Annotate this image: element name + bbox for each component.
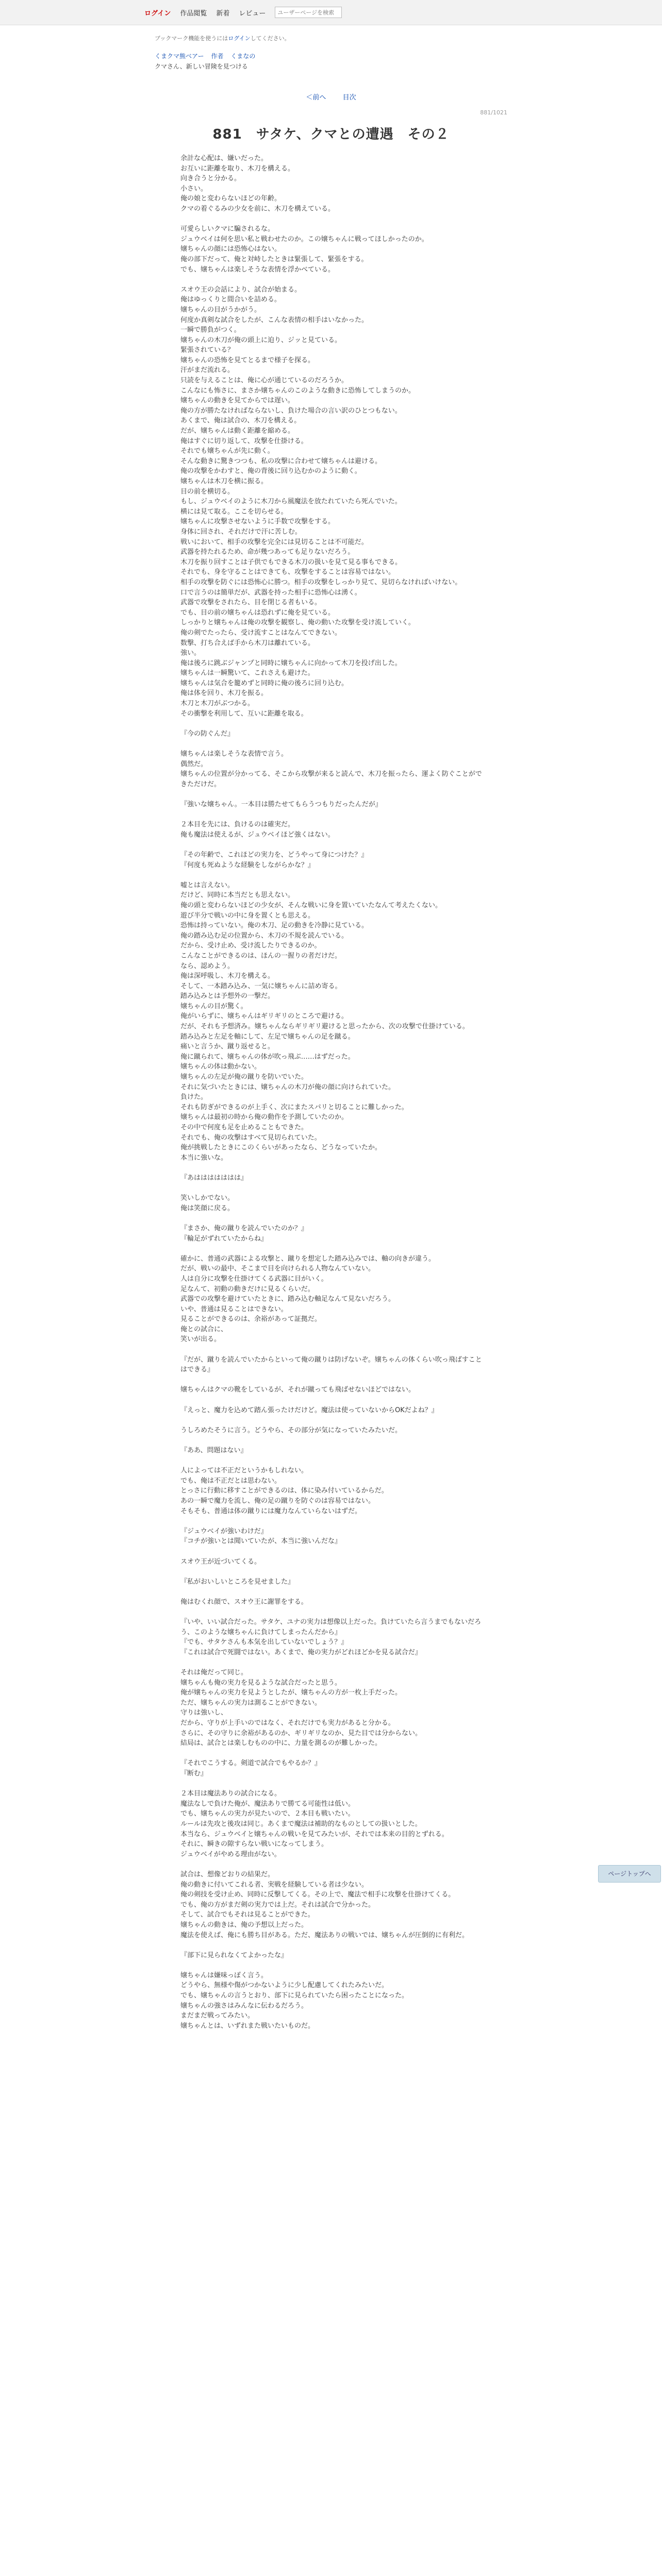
body-line: 俺はすぐに切り返して、攻撃を仕掛ける。 (180, 437, 308, 445)
breadcrumb-author-label: 作者 (211, 53, 224, 60)
top-bar (0, 0, 662, 25)
paragraph-gap (180, 1607, 485, 1618)
body-line: 俺が挑戦したときにこのくらいがあったなら、どうなっていたか。 (180, 1144, 382, 1152)
top-nav (144, 5, 342, 20)
body-line: 嬢ちゃんも俺の実力を見るような試合だったと思う。 (180, 1679, 342, 1687)
body-line: 緊張されている？ (180, 346, 235, 354)
body-line: ルールは先攻と後攻は同じ。あくまで魔法は補助的なものとしての扱いとした。 (180, 1820, 422, 1828)
body-line: 嬢ちゃんの位置が分かってる、そこから攻撃が来ると読んで、木刀を振ったら、運よく防ぐことができただけだ。 (180, 770, 482, 788)
body-line: 笑いしかでない。 (180, 1194, 235, 1202)
paragraph-gap (180, 275, 485, 285)
login-notice (155, 34, 290, 42)
paragraph-gap (180, 1779, 485, 1789)
body-line: 足なんて、初動の動きだけに見るくらいだ。 (180, 1285, 315, 1293)
paragraph-gap (180, 214, 485, 225)
series-line: クマさん、新しい冒険を見つける (155, 63, 248, 70)
body-line: 俺の攻撃をかわすと、俺の背後に回り込むかのように動く。 (180, 467, 361, 476)
body-line: 木刀を振り回すことは子供でもできる木刀の扱いを見て見る事もできる。 (180, 558, 402, 566)
body-line: だから、守りが上手いのではなく、それだけでも実力があると分かる。 (180, 1719, 395, 1727)
body-line: でも、嬢ちゃんの言うとおり、部下に見られていたら困ったことになった。 (180, 1992, 409, 2000)
body-line: 試合は、想像どおりの結果だ。 (180, 1870, 275, 1878)
body-line: 武器を持たれるため、命が幾つあっても足りないだろう。 (180, 548, 355, 556)
body-line: でも、俺は不正だとは思わない。 (180, 1477, 282, 1485)
paragraph-gap (180, 1587, 485, 1597)
body-line: 横には見て取る。ここを切らせる。 (180, 507, 288, 516)
body-line: 嬢ちゃんの左足が俺の蹴りを防いでいた。 (180, 1073, 308, 1081)
body-line: 嬢ちゃんの恐怖を見てとるまで様子を探る。 (180, 356, 315, 364)
body-line: その中で何度も足を止めることもできた。 (180, 1124, 308, 1131)
body-line: 嬢ちゃんは楽しそうな表情で言う。 (180, 750, 288, 758)
body-line: そして、一本踏み込み、一気に嬢ちゃんに詰め寄る。 (180, 982, 342, 990)
body-line: もし、ジュウベイのように木刀から風魔法を放たれていたら死んでいた。 (180, 498, 402, 506)
body-line: だが、それも予想済み。嬢ちゃんならギリギリ避けると思ったから、次の攻撃で仕掛けている。 (180, 1023, 469, 1031)
body-line: 『輪足がずれていたからね』 (180, 1234, 268, 1243)
paragraph-gap (180, 1940, 485, 1951)
body-line: それも防ぎができるのが上手く、次にまたスパリと切ることに難しかった。 (180, 1103, 408, 1111)
toc-link[interactable]: 目次 (342, 94, 356, 101)
body-line: 嬢ちゃんの顔には恐怖心はない。 (180, 245, 282, 253)
page-title: 881 サタケ、クマとの遭遇 その２ (212, 127, 450, 142)
body-line: 嬢ちゃんの木刀が俺の頭上に迫り、ジッと見ている。 (180, 336, 342, 344)
paragraph-gap (180, 1163, 485, 1173)
paragraph-gap (180, 1415, 485, 1426)
body-line: 守りは強いし、 (180, 1709, 228, 1717)
body-line: 踏み込みとは予想外の一撃だ。 (180, 992, 275, 1001)
body-line: こんなにも怖さに、まさか嬢ちゃんのこのような動きに恐怖してしまうのか。 (180, 386, 416, 395)
body-line: 強い。 (180, 649, 201, 657)
body-line: 魔法なしで負けた俺が、魔法ありで勝てる可能性は低い。 (180, 1800, 355, 1808)
body-line: 人によっては不正だというかもしれない。 (180, 1467, 308, 1475)
body-line: 遊び半分で戦いの中に身を置くとも思える。 (180, 911, 315, 920)
body-line: 嬢ちゃんの体は動かない。 (180, 1063, 261, 1071)
body-line: ジュウベイがやめる理由がない。 (180, 1850, 281, 1858)
body-line: 俺は深呼吸し、木刀を構える。 (180, 972, 275, 980)
body-line: ２本目を先には、負けるのは確実だ。 (180, 821, 295, 829)
body-line: ２本目は魔法ありの試合になる。 (180, 1790, 282, 1798)
body-line: 俺の動きに付いてこれる者、実戦を経験している者は少ない。 (180, 1880, 369, 1889)
body-line: 俺も魔法は使えるが、ジュウベイほど強くはない。 (180, 831, 335, 839)
body-line: あくまで、俺は試合の、木刀を構える。 (180, 417, 301, 425)
body-line: 『ああ、問題はない』 (180, 1447, 247, 1454)
body-line: どうやら、無様や傷がつかないように少し配慮してくれたみたいだ。 (180, 1981, 389, 1990)
paragraph-gap (180, 1657, 485, 1668)
body-line: 人は自分に攻撃を仕掛けてくる武器に目がいく。 (180, 1275, 328, 1283)
body-line: いや、普通は見ることはできない。 (180, 1305, 288, 1313)
body-line: 俺の部下だって、俺と対峙したときは緊張して、緊張をする。 (180, 255, 368, 263)
body-line: 『断む』 (180, 1770, 208, 1777)
body-line: 俺の娘と変わらないほどの年齢。 (180, 195, 282, 203)
body-line: 俺は後ろに跳ぶジャンプと同時に嬢ちゃんに向かって木刀を投げ出した。 (180, 659, 402, 667)
novel-body (180, 154, 485, 2031)
breadcrumb-author[interactable]: くまなの (230, 53, 256, 60)
body-line: 余計な心配は、嫌いだった。 (180, 155, 268, 162)
body-line: その衝撃を利用して、互いに距離を取る。 (180, 709, 308, 718)
body-line: 武器での攻撃を避けていたときに、踏み込む軸足なんて見ないだろう。 (180, 1295, 395, 1303)
notice-suffix: してください。 (250, 35, 290, 42)
body-line: 向き合うと分かる。 (180, 175, 241, 183)
body-line: 口で言うのは簡単だが、武器を持った相手に恐怖心は湧く。 (180, 588, 361, 597)
paragraph-gap (180, 1213, 485, 1224)
body-line: 嬢ちゃんに攻撃させないように手数で攻撃をする。 (180, 518, 335, 526)
paragraph-gap (180, 1516, 485, 1527)
body-line: 本当なら、ジュウベイと嬢ちゃんの戦いを見てみたいが、それでは本来の目的とずれる。 (180, 1830, 449, 1838)
body-line: 『でも、サタケさんも本気を出していないでしょう？』 (180, 1638, 348, 1647)
login-link[interactable]: ログイン (144, 9, 171, 18)
body-line: 可愛らしいクマに騙されるな。 (180, 225, 275, 233)
body-line: 『強いな嬢ちゃん。一本目は勝たせてもらうつもりだったんだが』 (180, 801, 382, 808)
body-line: 只読を与えることは、俺に心が通じているのだろうか。 (180, 377, 349, 385)
body-line: だが、戦いの最中、そこまで目を向けられる人物なんていない。 (180, 1265, 375, 1273)
breadcrumb (155, 52, 260, 60)
body-line: 『えっと、魔力を込めて踏ん張ったけだけど。魔法は使っていないからOKだよね？』 (180, 1406, 438, 1414)
body-line: 嬢ちゃんとは、いずれまた戦いたいものだ。 (180, 2022, 315, 2030)
body-line: 俺との試合に、 (180, 1325, 228, 1333)
body-line: あの一瞬で魔力を流し、俺の足の蹴りを防ぐのは容易ではない。 (180, 1497, 375, 1505)
body-line: 『今の防ぐんだ』 (180, 730, 235, 738)
body-line: 木刀と木刀がぶつかる。 (180, 700, 255, 708)
body-line: 嬢ちゃんは嫌味っぽく言う。 (180, 1971, 268, 1979)
body-line: 『だが、蹴りを読んでいたからといって俺の蹴りは防げないぞ。嬢ちゃんの体くらい吹っ飛ばすことはできる』 (180, 1355, 482, 1374)
body-line: でも、嬢ちゃんの実力が見たいので、２本目も戦いたい。 (180, 1810, 355, 1818)
paragraph-gap (180, 1567, 485, 1577)
body-line: 『まさか、俺の蹴りを読んでいたのか？』 (180, 1224, 308, 1232)
body-line: 恐怖は持っていない。俺の木刀、足の動きを冷静に見ている。 (180, 922, 369, 930)
body-line: それでも、身を守ることはできても、攻撃をすることは容易ではない。 (180, 568, 395, 577)
paragraph-gap (180, 1859, 485, 1870)
body-line: 笑いが出る。 (180, 1335, 221, 1344)
prev-link[interactable]: ＜前へ (306, 94, 326, 101)
body-line: 小さい。 (180, 184, 208, 193)
body-line: ジュウベイは何を思い私と戦わせたのか。この嬢ちゃんに戦ってほしかったのか。 (180, 235, 428, 243)
body-line: 俺はむくれ顔で、スオウ王に謝罪をする。 (180, 1598, 308, 1606)
body-line: 俺の頭と変わらないほどの少女が、そんな戦いに身を置いていたなんて考えたくない。 (180, 901, 442, 909)
page-top-button[interactable]: ページトップへ (598, 1865, 661, 1883)
body-line: 武器で攻撃をされたら、目を閉じる者もいる。 (180, 599, 322, 607)
body-line: 俺はゆっくりと間合いを詰める。 (180, 296, 281, 304)
body-line: それに、瞬きの隙すらない戦いになってしまう。 (180, 1840, 328, 1849)
paragraph-gap (180, 1749, 485, 1759)
body-line: 嬢ちゃんの強さはみんなに伝わるだろう。 (180, 2002, 308, 2010)
body-line: 嬢ちゃんはクマの靴をしているが、それが蹴っても飛ばせないほどではない。 (180, 1386, 416, 1394)
body-line: 嬢ちゃんは最初の時から俺の動作を予測していたのか。 (180, 1113, 349, 1122)
body-line: とっさに行動に移すことができるのは、体に染み付いているからだ。 (180, 1487, 388, 1495)
paragraph-gap (180, 1375, 485, 1385)
paragraph-gap (180, 1547, 485, 1557)
body-line: さらに、その守りに余裕があるのか、ギリギリなのか、見た目では分からない。 (180, 1729, 422, 1737)
body-line: 嘘とは言えない。 (180, 881, 235, 889)
body-line: 俺の剣技を受け止め、同時に反撃してくる。その上で、魔法で相手に攻撃を仕掛けてくる。 (180, 1891, 455, 1899)
body-line: 俺は体を回り、木刀を振る。 (180, 689, 268, 698)
body-line: 踏み込みと左足を軸にして、左足で嬢ちゃんの足を蹴る。 (180, 1032, 355, 1041)
body-line: 何度か真剣な試合をしたが、こんな表情の相手はいなかった。 (180, 316, 369, 324)
episode-number: 881/1021 (480, 109, 507, 116)
body-line: それに気づいたときには、嬢ちゃんの木刀が俺の顔に向けられていた。 (180, 1083, 395, 1091)
body-line: 嬢ちゃんの目がうかがう。 (180, 306, 261, 314)
body-line: 見ることができるのは、余裕があって証拠だ。 (180, 1315, 321, 1324)
body-line: スオウ王が近づいてくる。 (180, 1557, 261, 1566)
body-line: そして、試合でもそれは見ることができた。 (180, 1911, 315, 1919)
body-line: それでも、俺の攻撃はすべて見切られていた。 (180, 1133, 321, 1142)
body-line: そんな動きに驚きつつも、私の攻撃に合わせて嬢ちゃんは避ける。 (180, 457, 382, 465)
paragraph-gap (180, 1435, 485, 1446)
notice-login-link[interactable]: ログイン (228, 35, 251, 42)
body-line: うしろめたそうに言う。どうやら、その部分が気になっていたみたいだ。 (180, 1426, 402, 1434)
body-line: 俺に蹴られて、嬢ちゃんの体が吹っ飛ぶ……はずだった。 (180, 1053, 355, 1061)
body-line: 汗がまだ流れる。 (180, 366, 235, 375)
body-line: 『コチが強いとは聞いていたが、本当に強いんだな』 (180, 1537, 342, 1546)
paragraph-gap (180, 1960, 485, 1971)
notice-prefix: ブックマーク機能を使うには (155, 35, 228, 42)
body-line: お互いに距離を取り、木刀を構える。 (180, 164, 295, 173)
body-line: しっかりと嬢ちゃんは俺の攻撃を観察し、俺の動いた攻撃を受け流していく。 (180, 619, 415, 627)
paragraph-gap (180, 1345, 485, 1355)
new-link[interactable]: 新着 (216, 9, 230, 18)
paragraph-gap (180, 1456, 485, 1466)
body-line: 俺の踏み込む足の位置から、木刀の不規を読んでいる。 (180, 931, 349, 940)
body-line: 身体に回され、それだけで汗に苦しむ。 (180, 528, 302, 536)
paragraph-gap (180, 1395, 485, 1405)
body-line: ただ、嬢ちゃんの実力は測ることができない。 (180, 1699, 322, 1707)
body-line: 俺が嬢ちゃんの実力を見ようとしたが、嬢ちゃんの方が一枚上手だった。 (180, 1689, 402, 1697)
paragraph-gap (180, 1183, 485, 1194)
body-line: でも、嬢ちゃんは楽しそうな表情を浮かべている。 (180, 265, 335, 274)
body-line: 俺がいらずに、嬢ちゃんはギリギリのところで避ける。 (180, 1012, 348, 1021)
body-line: こんなことができるのは、ほんの一握りの者だけだ。 (180, 952, 342, 960)
body-line: 俺の剣でたったら、受け流すことはなんてできない。 (180, 629, 342, 637)
paragraph-gap (180, 789, 485, 800)
body-line: 『私がおいしいところを見せました』 (180, 1578, 295, 1586)
body-line: だけど、同時に本当だとも思えない。 (180, 891, 295, 900)
body-line: 確かに、普通の武器による攻撃と、蹴りを想定した踏み込みでは、軸の向きが違う。 (180, 1255, 436, 1263)
body-line: クマの着ぐるみの少女を前に、木刀を構えている。 (180, 205, 335, 213)
body-line: 俺は笑顔に戻る。 (180, 1204, 235, 1212)
body-line: そもそも、普通は体の蹴りには魔力なんていらないはずだ。 (180, 1507, 362, 1515)
body-line: 戦いにおいて、相手の攻撃を完全には見切ることは不可能だ。 (180, 538, 368, 546)
body-line: 『あははははははは』 (180, 1174, 248, 1182)
body-line: 俺の方が勝たなければならないし、負けた場合の言い訳のひとつもない。 (180, 406, 402, 415)
body-line: まだまだ戦ってみたい。 (180, 2012, 255, 2020)
body-line: それでも嬢ちゃんが先に動く。 (180, 447, 274, 455)
body-line: 嬢ちゃんの目が驚く。 (180, 1002, 247, 1010)
body-line: 相手の攻撃を防ぐには恐怖心に勝つ。相手の攻撃をしっかり見て、見切らなければいけない。 (180, 578, 462, 586)
search-input[interactable] (275, 7, 342, 18)
body-line: 『これは試合で死闘ではない。あくまで、俺の実力がどれほどかを見る試合だ』 (180, 1648, 422, 1656)
body-line: 目の前を横切る。 (180, 487, 235, 496)
body-line: 嬢ちゃんは一瞬驚いて、これさえも避けた。 (180, 669, 315, 677)
body-line: 数撃、打ち合えば手から木刀は離れている。 (180, 639, 315, 647)
body-line: でも、俺の方がまだ剣の実力では上だ。それは試合で分かった。 (180, 1901, 375, 1909)
browse-link[interactable]: 作品閲覧 (180, 9, 207, 18)
body-line: 魔法を使えば、俺にも勝ち目がある。ただ、魔法ありの戦いでは、嬢ちゃんが圧倒的に有利だ。 (180, 1931, 469, 1939)
pager-top (0, 92, 662, 101)
review-link[interactable]: レビュー (239, 9, 266, 18)
paragraph-gap (180, 719, 485, 729)
body-line: でも、目の前の嬢ちゃんは恐れずに俺を見ている。 (180, 608, 335, 617)
body-line: 痛いと言うか、蹴り返せると。 (180, 1043, 275, 1051)
body-line: 一瞬で勝負がつく。 (180, 326, 241, 334)
body-line: 『何度も死ぬような経験をしながらかな？』 (180, 861, 315, 869)
body-line: 『いや、いい試合だった。サタケ、ユナの実力は想像以上だった。負けていたら言うまでもないだろう、このような嬢ちゃんに負けてしまったんだから』 (180, 1618, 482, 1636)
paragraph-gap (180, 739, 485, 749)
body-line: だから、受け止め、受け流したりできるのか。 (180, 942, 321, 950)
body-line: それは俺だって同じ。 (180, 1669, 248, 1677)
body-line: 嬢ちゃんの動きは、俺の予想以上だった。 (180, 1921, 308, 1929)
paragraph-gap (180, 870, 485, 880)
body-line: スオウ王の会話により、試合が始まる。 (180, 285, 302, 294)
body-line: 結局は、試合とは楽しむものの中に、力量を測るのが難しかった。 (180, 1739, 382, 1748)
body-line: 嬢ちゃんは木刀を横に振る。 (180, 478, 268, 485)
body-line: だが、嬢ちゃんは動く距離を縮める。 (180, 427, 295, 435)
body-line: 『ジュウベイが強いわけだ』 (180, 1527, 268, 1535)
body-line: 嬢ちゃんは気合を籠めずと同時に俺の後ろに回り込む。 (180, 679, 349, 687)
paragraph-gap (180, 840, 485, 850)
body-line: 偶然だ。 (180, 760, 208, 768)
body-line: 負けた。 (180, 1093, 208, 1101)
body-line: 『それでこうする。剣道で試合でもやるか？』 (180, 1759, 322, 1768)
paragraph-gap (180, 810, 485, 820)
body-line: なら、認めよう。 (180, 962, 235, 970)
paragraph-gap (180, 1244, 485, 1254)
breadcrumb-work[interactable]: くまクマ熊ベアー (155, 53, 204, 60)
body-line: 『その年齢で、これほどの実力を、どうやって身につけた？』 (180, 851, 368, 859)
body-line: 『部下に見られなくてよかったな』 (180, 1951, 288, 1959)
body-line: 嬢ちゃんの動きを見てからでは遅い。 (180, 397, 294, 405)
body-line: 本当に強いな。 (180, 1154, 228, 1162)
